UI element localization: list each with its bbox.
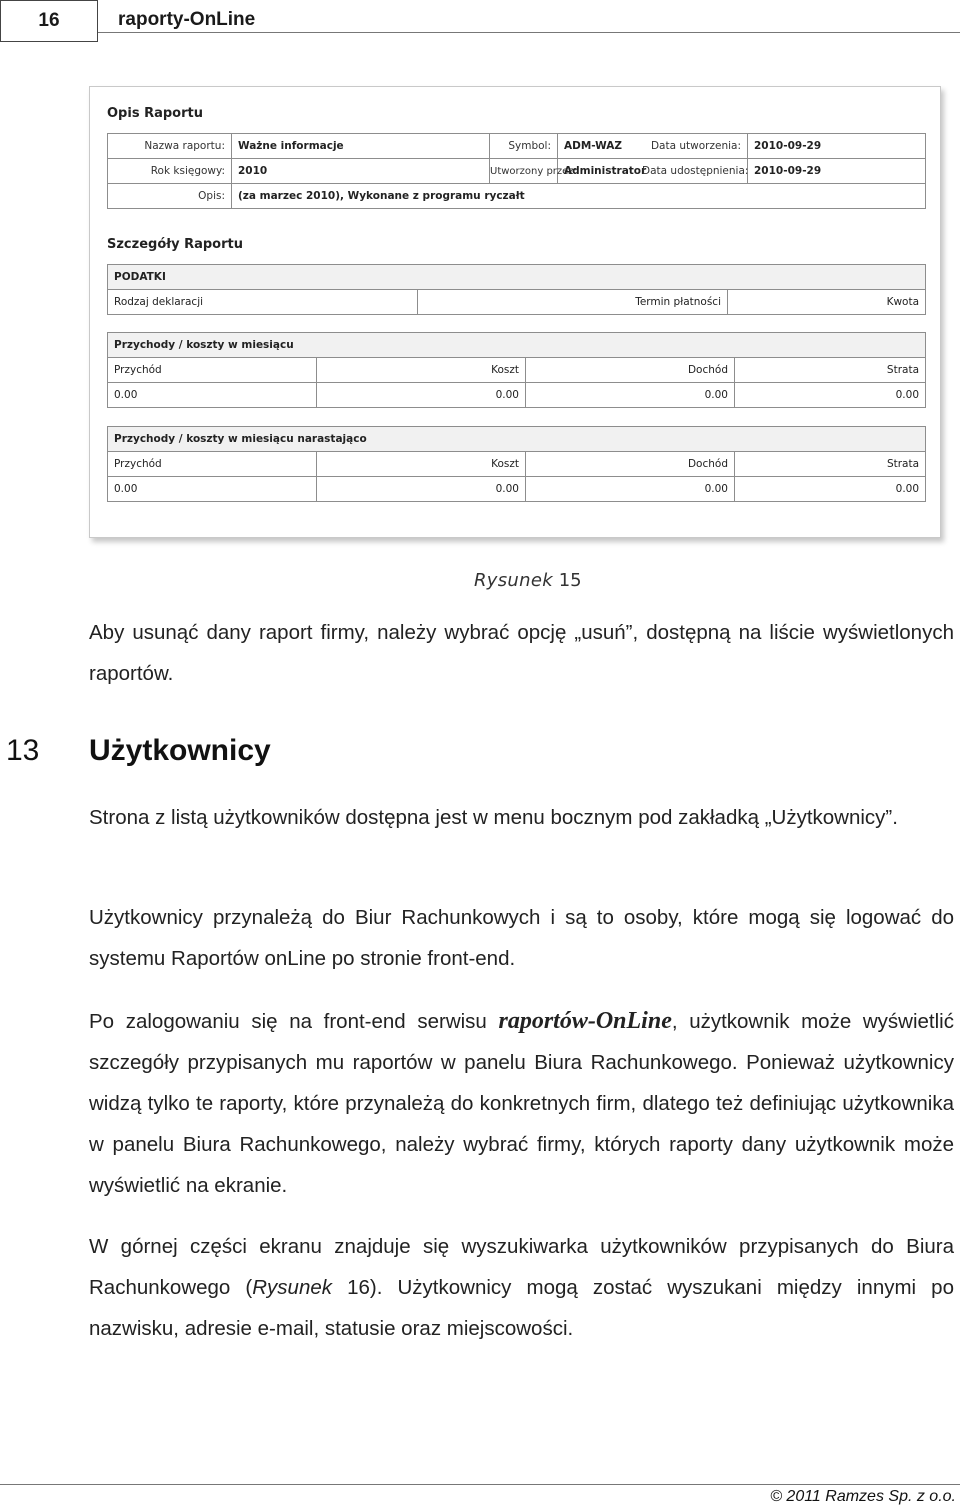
- dochod-col: Dochód: [526, 358, 735, 383]
- table-row: [108, 383, 926, 408]
- kwota-header: Kwota: [728, 290, 926, 315]
- nazwa-label: Nazwa raportu:: [108, 134, 232, 159]
- table-row: [108, 159, 926, 184]
- przychod-value: 0.00: [108, 383, 317, 408]
- przychody-narastajaco-table: [107, 426, 926, 502]
- rok-value: 2010: [232, 159, 490, 184]
- footer-copyright: © 2011 Ramzes Sp. z o.o.: [770, 1488, 956, 1505]
- przychody-miesiac-header: Przychody / koszty w miesiącu: [108, 333, 926, 358]
- data-utworzenia-label: Data utworzenia:: [650, 140, 741, 152]
- utworzony-cell: [558, 159, 748, 184]
- przychod-value: 0.00: [108, 477, 317, 502]
- table-row: [108, 477, 926, 502]
- przychod-col: Przychód: [108, 452, 317, 477]
- table-row: [108, 427, 926, 452]
- p4-text-before: Po zalogowaniu się na front-end serwisu: [89, 1010, 499, 1033]
- rodzaj-deklaracji-header: Rodzaj deklaracji: [108, 290, 418, 315]
- koszt-value: 0.00: [317, 383, 526, 408]
- strata-col: Strata: [735, 452, 926, 477]
- symbol-cell: [558, 134, 748, 159]
- podatki-table: [107, 264, 926, 315]
- caption-number: 15: [558, 570, 582, 591]
- przychody-miesiac-table: [107, 332, 926, 408]
- data-utworzenia-value: 2010-09-29: [748, 134, 926, 159]
- dochod-col: Dochód: [526, 452, 735, 477]
- opis-label: Opis:: [108, 184, 232, 209]
- nazwa-value: Ważne informacje: [232, 134, 490, 159]
- przychody-narastajaco-header: Przychody / koszty w miesiącu narastająco: [108, 427, 926, 452]
- table-row: [108, 452, 926, 477]
- footer-rule: [0, 1484, 960, 1485]
- podatki-header: PODATKI: [108, 265, 926, 290]
- caption-word: Rysunek: [474, 570, 553, 591]
- koszt-col: Koszt: [317, 358, 526, 383]
- strata-col: Strata: [735, 358, 926, 383]
- figure-caption: [474, 570, 582, 591]
- symbol-value: ADM-WAZ: [564, 140, 623, 152]
- koszt-col: Koszt: [317, 452, 526, 477]
- brand-name: raportów-OnLine: [498, 1008, 672, 1034]
- document-title: raporty-OnLine: [118, 9, 256, 30]
- data-udostepnienia-label: Data udostępnienia:: [642, 165, 749, 177]
- p5-text-after: 16). Użytkownicy mogą zostać wyszukani między innymi po nazwisku, adresie e-mail, statusie oraz miejscowości.: [89, 1276, 954, 1340]
- figure-reference: Rysunek: [252, 1276, 332, 1299]
- paragraph-front-end: [89, 1001, 954, 1206]
- header-rule: [98, 32, 960, 33]
- section-number: 13: [6, 734, 40, 767]
- strata-value: 0.00: [735, 477, 926, 502]
- paragraph-delete-report: Aby usunąć dany raport firmy, należy wybrać opcję „usuń”, dostępną na liście wyświetlonych raportów.: [89, 621, 954, 685]
- report-details-screenshot: [89, 86, 941, 538]
- rok-label: Rok księgowy:: [108, 159, 232, 184]
- paragraph-users-belong: Użytkownicy przynależą do Biur Rachunkowych i są to osoby, które mogą się logować do systemu Raportów onLine po stronie front-end.: [89, 906, 954, 970]
- przychod-col: Przychód: [108, 358, 317, 383]
- utworzony-label: Utworzony przez:: [490, 159, 558, 184]
- opis-value: (za marzec 2010), Wykonane z programu ryczałt: [232, 184, 926, 209]
- symbol-label: Symbol:: [490, 134, 558, 159]
- p4-text-after: , użytkownik może wyświetlić szczegóły przypisanych mu raportów w panelu Biura Rachunkowego. Ponieważ użytkownicy widzą tylko te raporty, które przynależą do konkretnych firm, dlatego też definiując użytkownika w panelu Biura Rachunkowego, należy wybrać firmy, których raporty dany użytkownik może wyświetlić na ekranie.: [89, 1010, 954, 1197]
- p5-text-before: W górnej części ekranu znajduje się wyszukiwarka użytkowników przypisanych do Biura Rachunkowego (: [89, 1235, 954, 1299]
- table-row: [108, 134, 926, 159]
- table-row: [108, 333, 926, 358]
- opis-raportu-table: [107, 133, 926, 209]
- table-row: [108, 184, 926, 209]
- dochod-value: 0.00: [526, 477, 735, 502]
- table-row: [108, 265, 926, 290]
- szczegoly-raportu-title: Szczegóły Raportu: [107, 237, 243, 252]
- section-heading: Użytkownicy: [89, 734, 271, 767]
- paragraph-users-page: Strona z listą użytkowników dostępna jest w menu bocznym pod zakładką „Użytkownicy”.: [89, 806, 898, 829]
- paragraph-search: [89, 1226, 954, 1349]
- opis-raportu-title: Opis Raportu: [107, 106, 203, 121]
- termin-platnosci-header: Termin płatności: [418, 290, 728, 315]
- table-row: [108, 358, 926, 383]
- page-number: 16: [0, 0, 98, 42]
- table-row: [108, 290, 926, 315]
- dochod-value: 0.00: [526, 383, 735, 408]
- koszt-value: 0.00: [317, 477, 526, 502]
- data-udostepnienia-value: 2010-09-29: [748, 159, 926, 184]
- utworzony-value: Administrator: [564, 165, 647, 177]
- strata-value: 0.00: [735, 383, 926, 408]
